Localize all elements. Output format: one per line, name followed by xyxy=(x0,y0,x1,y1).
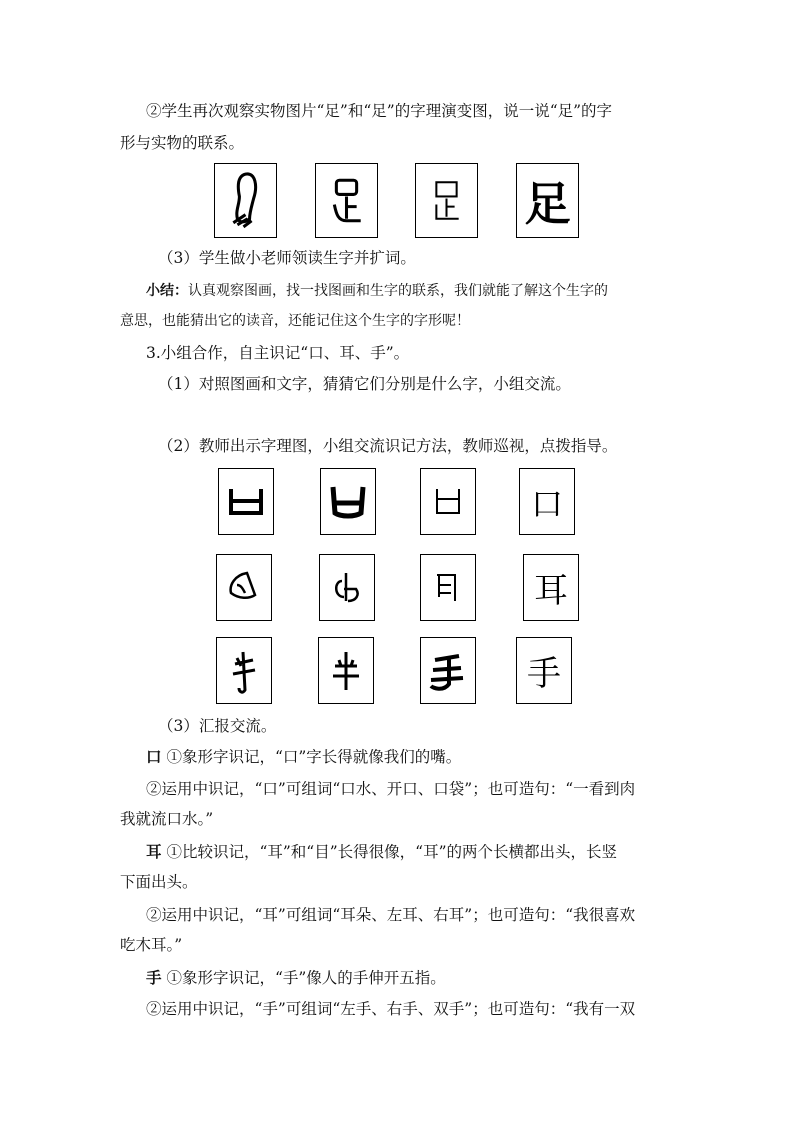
shou-evolution-image-1 xyxy=(216,637,272,704)
zu-evolution-image-4 xyxy=(516,163,579,238)
er-line-2: 下面出头。 xyxy=(120,873,198,891)
er-modern-glyph: 耳 xyxy=(534,571,568,611)
zu-evolution-image-1 xyxy=(214,163,277,238)
shou-line-1 xyxy=(146,967,446,989)
kou-evolution-image-3 xyxy=(420,468,476,535)
text-line: 形与实物的联系。 xyxy=(120,134,245,152)
summary-text: 认真观察图画，找一找图画和生字的联系，我们就能了解这个生字的 xyxy=(188,283,608,299)
shou-evolution-image-3 xyxy=(420,637,476,704)
shou-heading: 手 xyxy=(146,968,162,987)
section-3-step-3: （3）汇报交流。 xyxy=(158,717,277,735)
kou-evolution-image-2 xyxy=(320,468,376,535)
kou-evolution-image-1 xyxy=(218,468,274,535)
step-3: （3）学生做小老师领读生字并扩词。 xyxy=(158,249,416,267)
shou-evolution-image-2 xyxy=(318,637,374,704)
kou-heading: 口 xyxy=(146,747,162,766)
kou-line-2: ②运用中识记，“口”可组词“口水、开口、口袋”；也可造句：“一看到肉 xyxy=(146,780,636,798)
kou-modern-glyph: 口 xyxy=(530,484,563,523)
er-text-1: ①比较识记，“耳”和“目”长得很像，“耳”的两个长横都出头，长竖 xyxy=(166,843,617,861)
summary-line-2: 意思，也能猜出它的读音，还能记住这个生字的字形呢！ xyxy=(120,313,470,329)
kou-line-3: 我就流口水。” xyxy=(120,810,214,828)
zu-evolution-image-3 xyxy=(415,163,478,238)
er-line-1 xyxy=(146,841,617,863)
zu-evolution-image-2 xyxy=(315,163,378,238)
section-3-step-2: （2）教师出示字理图，小组交流识记方法，教师巡视，点拨指导。 xyxy=(158,437,618,455)
er-line-4: 吃木耳。” xyxy=(120,936,183,954)
summary-label: 小结： xyxy=(146,283,188,299)
shou-line-2: ②运用中识记，“手”可组词“左手、右手、双手”；也可造句：“我有一双 xyxy=(146,1000,636,1018)
section-3-step-1: （1）对照图画和文字，猜猜它们分别是什么字，小组交流。 xyxy=(158,375,571,393)
kou-line-1 xyxy=(146,746,461,768)
shou-text-1: ①象形字识记，“手”像人的手伸开五指。 xyxy=(166,969,446,987)
er-heading: 耳 xyxy=(146,842,162,861)
er-evolution-image-3 xyxy=(420,554,476,621)
er-evolution-image-1 xyxy=(216,554,272,621)
zu-modern-glyph: 足 xyxy=(524,176,571,231)
er-evolution-image-4 xyxy=(523,554,579,621)
shou-evolution-image-4 xyxy=(516,637,572,704)
text-line: ②学生再次观察实物图片“足”和“足”的字理演变图，说一说“足”的字 xyxy=(146,102,613,120)
er-evolution-image-2 xyxy=(319,554,375,621)
summary-line-1 xyxy=(146,280,608,302)
er-line-3: ②运用中识记，“耳”可组词“耳朵、左耳、右耳”；也可造句：“我很喜欢 xyxy=(146,906,636,924)
kou-text-1: ①象形字识记，“口”字长得就像我们的嘴。 xyxy=(166,748,462,766)
shou-modern-glyph: 手 xyxy=(527,654,561,694)
kou-evolution-image-4 xyxy=(519,468,575,535)
section-3-title: 3.小组合作，自主识记“口、耳、手”。 xyxy=(146,344,410,362)
